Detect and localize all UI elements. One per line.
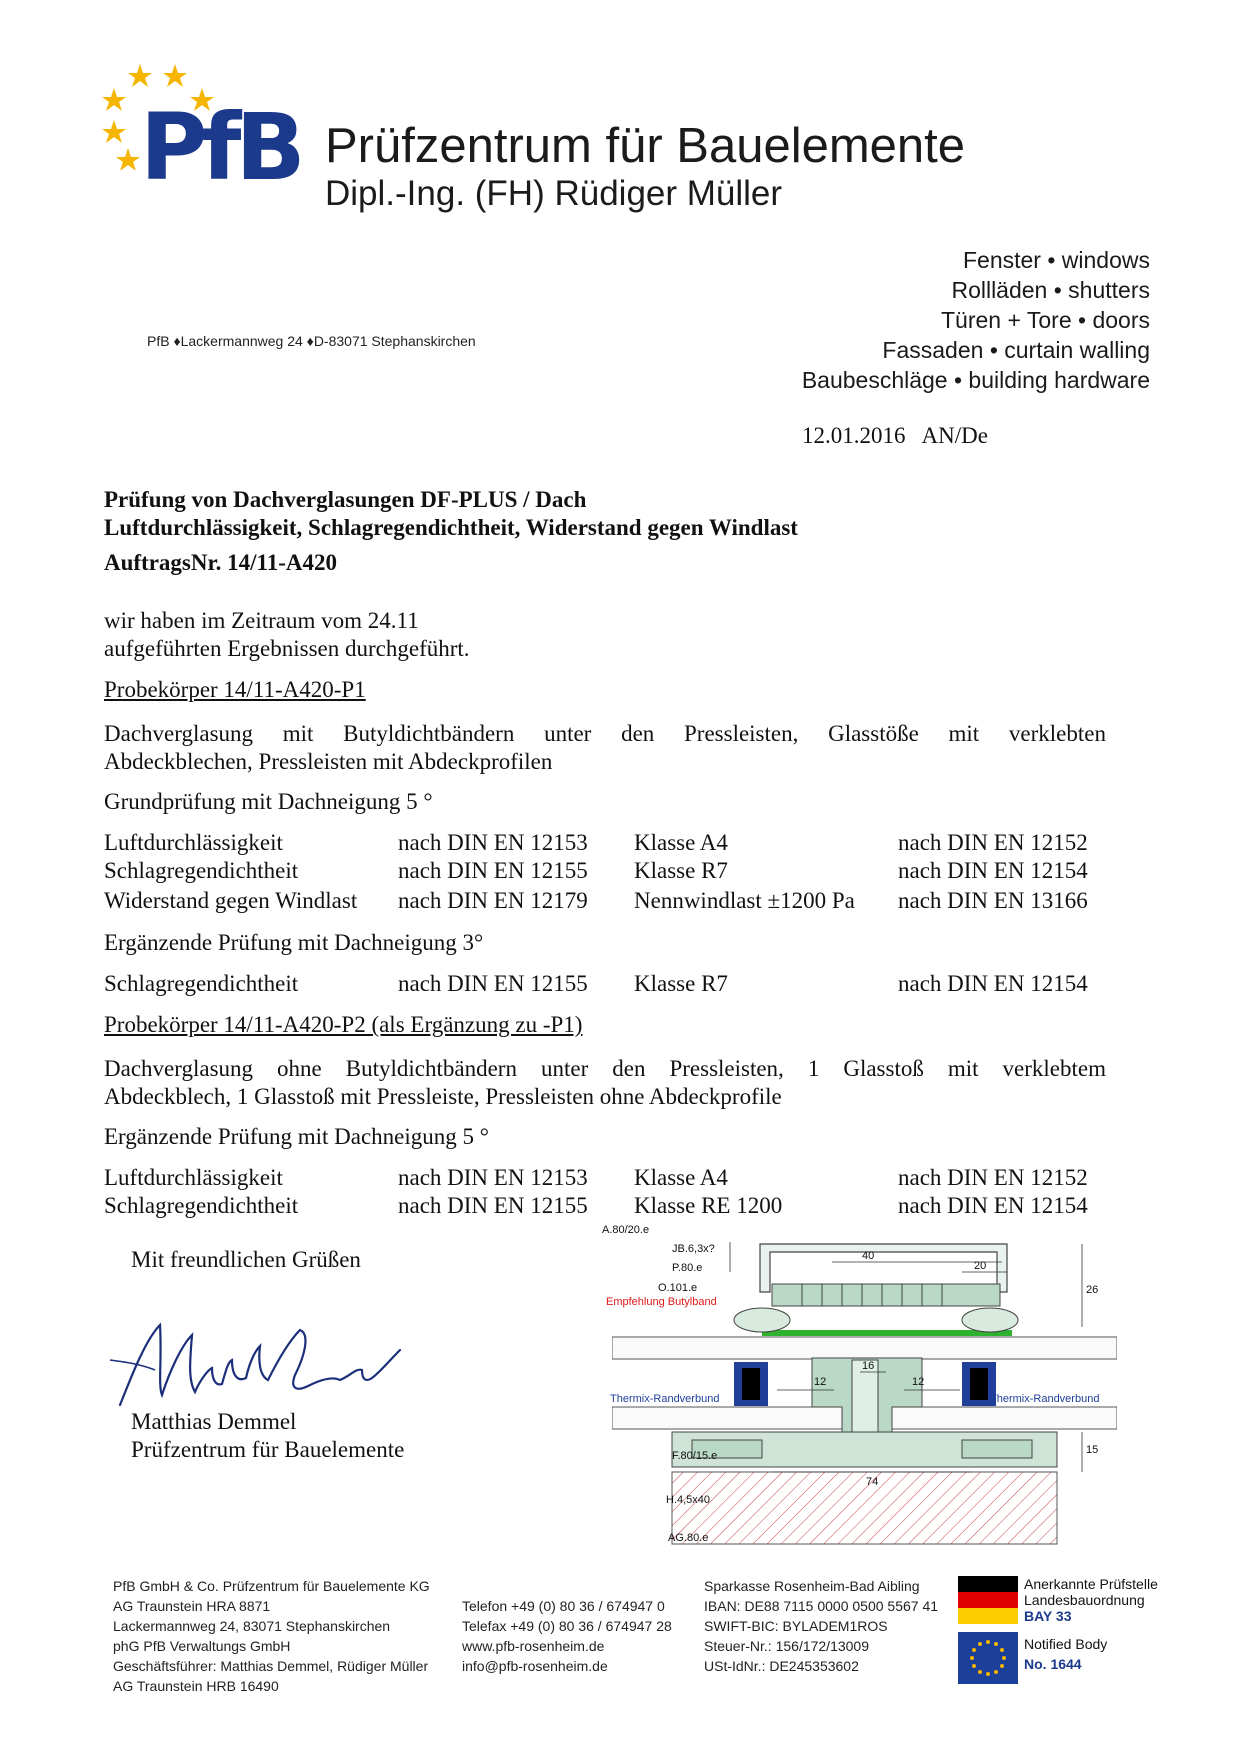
drawing-label-screw: JB.6,3x? bbox=[672, 1243, 715, 1255]
signatory-org: Prüfzentrum für Bauelemente bbox=[131, 1437, 405, 1462]
specimen-1-description-1: Dachverglasung mit Butyldichtbändern unter den Pressleisten, Glasstöße mit verklebten bbox=[104, 721, 1106, 746]
german-flag-gold-stripe bbox=[958, 1608, 1018, 1624]
notified-body-badge bbox=[1024, 1636, 1107, 1672]
result-property: Schlagregendichtheit bbox=[104, 971, 299, 996]
result-class: Nennwindlast ±1200 Pa bbox=[634, 888, 855, 913]
dimension-40: 40 bbox=[862, 1250, 875, 1262]
specimen-2-description-1: Dachverglasung ohne Butyldichtbändern unter den Pressleisten, 1 Glasstoß mit verklebtem bbox=[104, 1056, 1106, 1081]
footer-email: info@pfb-rosenheim.de bbox=[462, 1658, 608, 1674]
result-method: nach DIN EN 12155 bbox=[398, 1193, 588, 1218]
services-list bbox=[802, 245, 1150, 395]
date-reference: 12.01.2016 AN/De bbox=[802, 423, 988, 448]
eu-stars-icon bbox=[958, 1632, 1018, 1684]
result-class: Klasse RE 1200 bbox=[634, 1193, 783, 1218]
specimen-2-title: Probekörper 14/11-A420-P2 (als Ergänzung zu -P1) bbox=[104, 1012, 583, 1037]
footer-line: Geschäftsführer: Matthias Demmel, Rüdiger Müller bbox=[113, 1658, 429, 1674]
footer-line: Steuer-Nr.: 156/172/13009 bbox=[704, 1638, 870, 1654]
drawing-label-thermix-left: Thermix-Randverbund bbox=[610, 1393, 720, 1405]
result-classification-standard: nach DIN EN 13166 bbox=[898, 888, 1088, 913]
result-class: Klasse R7 bbox=[634, 858, 728, 883]
result-classification-standard: nach DIN EN 12154 bbox=[898, 1193, 1088, 1218]
intro-line-2: aufgeführten Ergebnissen durchgeführt. bbox=[104, 636, 470, 661]
dimension-16: 16 bbox=[862, 1360, 875, 1372]
intro-line-1: wir haben im Zeitraum vom 24.11 bbox=[104, 608, 419, 633]
specimen-1-title: Probekörper 14/11-A420-P1 bbox=[104, 677, 366, 702]
badge-code: BAY 33 bbox=[1024, 1608, 1072, 1624]
footer-line: Sparkasse Rosenheim-Bad Aibling bbox=[704, 1578, 920, 1594]
result-row bbox=[104, 1165, 1114, 1193]
result-row bbox=[104, 858, 1114, 886]
footer-line: USt-IdNr.: DE245353602 bbox=[704, 1658, 859, 1674]
eu-flag-icon bbox=[958, 1632, 1018, 1684]
service-item: Rollläden • shutters bbox=[951, 277, 1150, 303]
specimen-1-description-2: Abdeckblechen, Pressleisten mit Abdeckprofilen bbox=[104, 749, 553, 774]
result-method: nach DIN EN 12153 bbox=[398, 1165, 588, 1190]
test-3-title: Ergänzende Prüfung mit Dachneigung 5 ° bbox=[104, 1124, 489, 1149]
dimension-26: 26 bbox=[1086, 1284, 1099, 1296]
footer-bank bbox=[704, 1576, 938, 1676]
drawing-label-thermix-right: Thermix-Randverbund bbox=[990, 1393, 1100, 1405]
footer-line: phG PfB Verwaltungs GmbH bbox=[113, 1638, 291, 1654]
drawing-label-cover-profile: A.80/20.e bbox=[602, 1224, 650, 1236]
test-1-title: Grundprüfung mit Dachneigung 5 ° bbox=[104, 789, 433, 814]
dimension-20: 20 bbox=[974, 1260, 987, 1272]
footer-line: SWIFT-BIC: BYLADEM1ROS bbox=[704, 1618, 888, 1634]
drawing-label-pressure-bar: P.80.e bbox=[672, 1262, 703, 1274]
service-item: Baubeschläge • building hardware bbox=[801, 367, 1150, 393]
result-method: nach DIN EN 12153 bbox=[398, 830, 588, 855]
footer-line: AG Traunstein HRB 16490 bbox=[113, 1678, 279, 1694]
drawing-label-butyl: Empfehlung Butylband bbox=[606, 1296, 717, 1308]
badge-line: Anerkannte Prüfstelle bbox=[1024, 1576, 1158, 1592]
german-flag-icon bbox=[958, 1576, 1018, 1592]
result-class: Klasse R7 bbox=[634, 971, 728, 996]
test-2-title: Ergänzende Prüfung mit Dachneigung 3° bbox=[104, 930, 484, 955]
drawing-label-base-profile: F.80/15.e bbox=[672, 1450, 718, 1462]
footer-line: IBAN: DE88 7115 0000 0500 5567 41 bbox=[704, 1598, 939, 1614]
cross-section-drawing bbox=[602, 1224, 1117, 1547]
footer-line: Lackermannweg 24, 83071 Stephanskirchen bbox=[113, 1618, 391, 1634]
dimension-15: 15 bbox=[1086, 1444, 1099, 1456]
result-row bbox=[104, 830, 1114, 858]
result-row bbox=[104, 971, 1114, 999]
result-classification-standard: nach DIN EN 12152 bbox=[898, 830, 1088, 855]
footer-line: AG Traunstein HRA 8871 bbox=[113, 1598, 271, 1614]
footer-contact bbox=[462, 1596, 672, 1676]
footer-company bbox=[113, 1576, 430, 1696]
logo-text: PfB bbox=[140, 94, 300, 201]
result-row bbox=[104, 888, 1114, 916]
result-method: nach DIN EN 12179 bbox=[398, 888, 588, 913]
footer-website: www.pfb-rosenheim.de bbox=[462, 1638, 605, 1654]
footer-fax: Telefax +49 (0) 80 36 / 674947 28 bbox=[462, 1618, 672, 1634]
result-property: Luftdurchlässigkeit bbox=[104, 830, 283, 855]
result-method: nach DIN EN 12155 bbox=[398, 971, 588, 996]
dimension-12-left: 12 bbox=[814, 1376, 827, 1388]
result-classification-standard: nach DIN EN 12154 bbox=[898, 971, 1088, 996]
result-classification-standard: nach DIN EN 12152 bbox=[898, 1165, 1088, 1190]
result-property: Luftdurchlässigkeit bbox=[104, 1165, 283, 1190]
specimen-2-description-2: Abdeckblech, 1 Glasstoß mit Pressleiste, Pressleisten ohne Abdeckprofile bbox=[104, 1084, 782, 1109]
dimension-74: 74 bbox=[866, 1476, 879, 1488]
subject-line-2: Luftdurchlässigkeit, Schlagregendichtheit, Widerstand gegen Windlast bbox=[104, 515, 798, 540]
drawing-label-substructure: AG.80.e bbox=[668, 1532, 709, 1544]
result-method: nach DIN EN 12155 bbox=[398, 858, 588, 883]
result-property: Schlagregendichtheit bbox=[104, 858, 299, 883]
badge-line: Notified Body bbox=[1024, 1636, 1108, 1652]
footer-phone: Telefon +49 (0) 80 36 / 674947 0 bbox=[462, 1598, 665, 1614]
german-flag-red-stripe bbox=[958, 1592, 1018, 1608]
result-property: Widerstand gegen Windlast bbox=[104, 888, 358, 913]
badge-line: Landesbauordnung bbox=[1024, 1592, 1145, 1608]
org-subtitle: Dipl.-Ing. (FH) Rüdiger Müller bbox=[325, 174, 783, 213]
drawing-label-screw-h: H.4,5x40 bbox=[666, 1494, 711, 1506]
signatory-name: Matthias Demmel bbox=[131, 1409, 297, 1434]
dimension-12-right: 12 bbox=[912, 1376, 925, 1388]
badge-code: No. 1644 bbox=[1024, 1656, 1082, 1672]
result-classification-standard: nach DIN EN 12154 bbox=[898, 858, 1088, 883]
result-class: Klasse A4 bbox=[634, 830, 728, 855]
signature bbox=[100, 1300, 420, 1420]
result-property: Schlagregendichtheit bbox=[104, 1193, 299, 1218]
service-item: Fassaden • curtain walling bbox=[882, 337, 1150, 363]
service-item: Türen + Tore • doors bbox=[941, 307, 1150, 333]
result-row bbox=[104, 1193, 1114, 1221]
order-number: AuftragsNr. 14/11-A420 bbox=[104, 550, 337, 575]
result-class: Klasse A4 bbox=[634, 1165, 728, 1190]
org-name: Prüfzentrum für Bauelemente bbox=[325, 119, 966, 173]
testing-body-badge bbox=[1024, 1576, 1158, 1624]
drawing-label-outer-gasket: O.101.e bbox=[658, 1282, 698, 1294]
footer-line: PfB GmbH & Co. Prüfzentrum für Bauelemente KG bbox=[113, 1578, 430, 1594]
sender-address: PfB ♦Lackermannweg 24 ♦D-83071 Stephanskirchen bbox=[147, 333, 476, 349]
subject-line-1: Prüfung von Dachverglasungen DF-PLUS / Dach bbox=[104, 487, 587, 512]
greeting: Mit freundlichen Grüßen bbox=[131, 1247, 361, 1272]
service-item: Fenster • windows bbox=[962, 247, 1150, 273]
